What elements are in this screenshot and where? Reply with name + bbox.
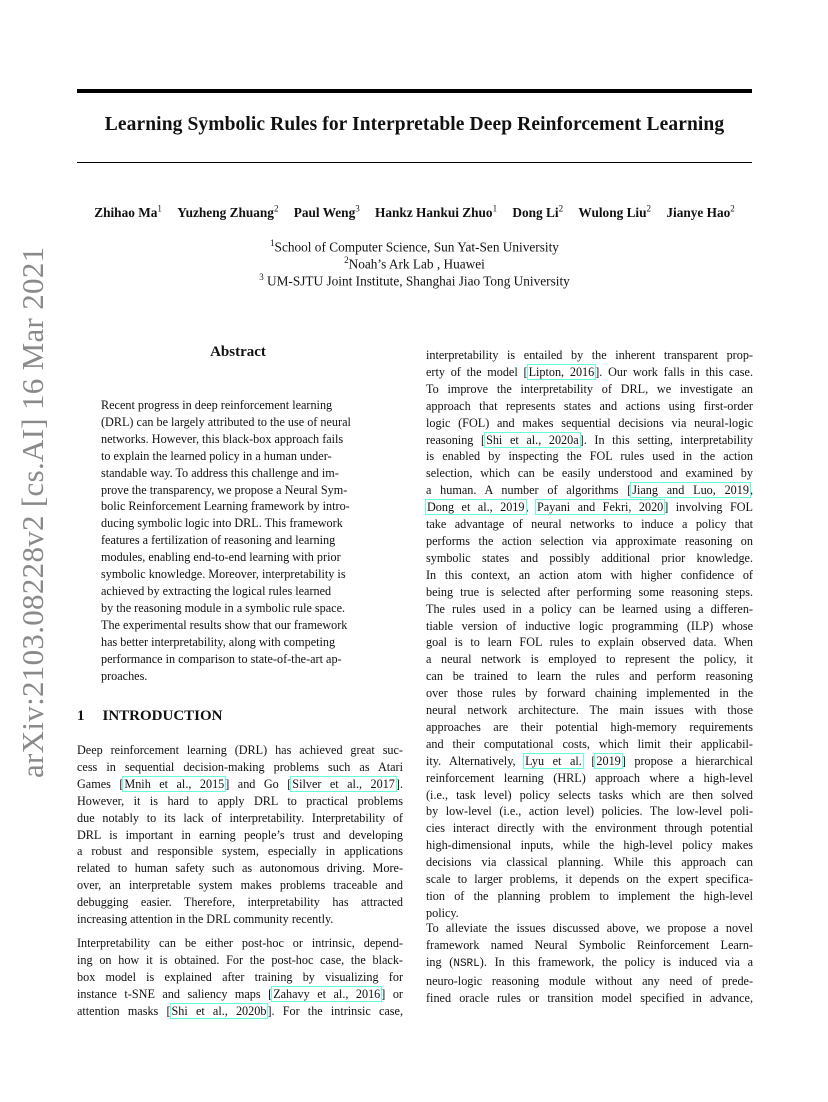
text-line: goal is to learn FOL rules to explain observed data. When xyxy=(426,635,753,650)
text-line: ing on how it is obtained. For the post-hoc case, the black- xyxy=(77,952,403,967)
citation-link[interactable]: Mnih et al., 2015 xyxy=(124,776,225,791)
text-line: a robust and responsible system, especially in applications xyxy=(77,844,403,859)
method-name: NSRL xyxy=(453,957,480,970)
citation-link[interactable]: Payani and Fekri, 2020 xyxy=(537,500,664,515)
text-line: performs the action selection via approximate reasoning on xyxy=(426,533,753,548)
text-line: a human. A number of algorithms [Jiang and Luo, 2019, xyxy=(426,483,753,498)
text-line: cies interact directly with the environment through potential xyxy=(426,821,753,836)
text-line: instance t-SNE and saliency maps [Zahavy et al., 2016] or xyxy=(77,986,403,1001)
citation-link[interactable]: Dong et al., 2019 xyxy=(427,500,525,515)
text-line: selection, which can be easily understood and examined by xyxy=(426,466,753,481)
text-line: box model is explained after training by visualizing for xyxy=(77,969,403,984)
text-line: logic (FOL) and makes sequential decisions via neural-logic xyxy=(426,415,753,430)
text-line: neuro-logic reasoning module without any need of prede- xyxy=(426,973,753,988)
abstract-line: The experimental results show that our framework xyxy=(101,617,348,632)
author: Yuzheng Zhuang$^2$ xyxy=(177,204,279,221)
text-line: neural network architecture. The main issues with those xyxy=(426,703,753,718)
text-line: debugging easier. Therefore, interpretability has attracted xyxy=(77,895,403,910)
text-line: symbolic states and possibly additional prior knowledge. xyxy=(426,550,753,565)
text-line: erty of the model [Lipton, 2016]. Our work falls in this case. xyxy=(426,364,754,379)
abstract-line: symbolic knowledge. Moreover, interpretability is xyxy=(101,567,346,582)
text-line: ing (NSRL). In this framework, the policy is induced via a xyxy=(426,954,753,970)
text-line: (i.e., task level) policy selects tasks which are then solved xyxy=(426,787,753,802)
affiliation: $^1$School of Computer Science, Sun Yat-Sen University xyxy=(270,238,559,255)
abstract-line: Recent progress in deep reinforcement learning xyxy=(101,398,333,412)
citation-link[interactable]: Zahavy et al., 2016 xyxy=(273,986,381,1001)
author: Paul Weng$^3$ xyxy=(293,204,360,221)
abstract-line: networks. However, this black-box approach fails xyxy=(101,431,344,446)
author: Dong Li$^2$ xyxy=(512,204,564,221)
intro-paragraph-2 xyxy=(77,935,403,1020)
text-line: due notably to its lack of interpretability. Interpretability of xyxy=(77,810,403,825)
right-paragraph-2 xyxy=(426,920,753,1007)
text-line: approaches are their potential high-memory requirements xyxy=(426,719,753,734)
text-line: fined oracle rules or transition model specified in advance, xyxy=(426,990,753,1005)
text-line: The rules used in a policy can be learned using a differen- xyxy=(426,601,753,616)
intro-paragraph-1 xyxy=(77,742,403,928)
affiliation: $^2$Noah’s Ark Lab , Huawei xyxy=(344,255,485,272)
text-line: can be trained to learn the rules and perform reasoning xyxy=(426,669,753,684)
text-line: tion of the planning problem to implement the high-level xyxy=(426,889,753,903)
text-line: by low-level (i.e., action level) policies. The low-level poli- xyxy=(426,804,753,819)
text-line: In this context, an action atom with higher confidence of xyxy=(426,567,753,582)
abstract-line: features a fertilization of reasoning and learning xyxy=(101,533,336,548)
abstract-line: performance in comparison to state-of-the-art ap- xyxy=(101,651,342,666)
text-line: being true is selected after performing some reasoning steps. xyxy=(426,584,753,599)
text-line: approach that represents states and actions using first-order xyxy=(426,398,753,413)
text-line: attention masks [Shi et al., 2020b]. For the intrinsic case, xyxy=(77,1003,403,1018)
text-line: reasoning [Shi et al., 2020a]. In this setting, interpretability xyxy=(426,432,753,447)
author: Zhihao Ma$^1$ xyxy=(94,204,162,221)
text-line: Dong et al., 2019, Payani and Fekri, 2020] involving FOL xyxy=(427,500,753,515)
abstract-line: ducing symbolic logic into DRL. This framework xyxy=(101,516,343,531)
text-line: To improve the interpretability of DRL, we investigate an xyxy=(426,381,753,396)
arxiv-stamp: arXiv:2103.08228v2 [cs.AI] 16 Mar 2021 xyxy=(15,246,50,778)
abstract-line: standable way. To address this challenge and im- xyxy=(101,465,339,480)
citation-link[interactable]: Shi et al., 2020a xyxy=(486,432,579,447)
paper-title: Learning Symbolic Rules for Interpretable Deep Reinforcement Learning xyxy=(104,114,725,135)
citation-link[interactable]: Jiang and Luo, 2019 xyxy=(632,483,749,498)
text-line: reinforcement learning (HRL) approach where a high-level xyxy=(426,770,753,785)
text-line: is enabled by inspecting the FOL rules used in the action xyxy=(426,449,753,464)
author: Hankz Hankui Zhuo$^1$ xyxy=(375,204,498,221)
text-line: Deep reinforcement learning (DRL) has achieved great suc- xyxy=(77,743,403,757)
title-rule xyxy=(77,162,752,163)
top-rule xyxy=(77,89,752,93)
affiliation: $^3$ UM-SJTU Joint Institute, Shanghai Jiao Tong University xyxy=(259,272,570,289)
text-line: framework named Neural Symbolic Reinforcement Learn- xyxy=(426,937,753,952)
text-line: cess in sequential decision-making problems such as Atari xyxy=(77,759,403,774)
abstract-line: modules, enabling end-to-end learning with prior xyxy=(101,550,341,565)
text-line: take advantage of neural networks to induce a policy that xyxy=(426,517,753,532)
abstract-line: bolic Reinforcement Learning framework by intro- xyxy=(101,499,350,514)
text-line: increasing attention in the DRL community recently. xyxy=(77,912,334,927)
text-line: tiable version of inductive logic programming (ILP) whose xyxy=(426,618,753,633)
text-line: a neural network is employed to represent the policy, it xyxy=(426,652,753,667)
abstract-line: achieved by extracting the logical rules learned xyxy=(101,583,332,598)
abstract-line: proaches. xyxy=(101,668,148,683)
text-line: policy. xyxy=(426,905,459,920)
abstract-line: has better interpretability, along with competing xyxy=(101,634,336,649)
text-line: over, an interpretable system makes problems traceable and xyxy=(77,878,403,893)
text-line: ity. Alternatively, Lyu et al. [2019] propose a hierarchical xyxy=(426,753,753,768)
text-line: and their computational costs, which limit their applicabil- xyxy=(426,736,753,751)
author-list xyxy=(77,204,752,221)
abstract-line: to explain the learned policy in a human under- xyxy=(101,448,332,463)
author: Wulong Liu$^2$ xyxy=(578,204,652,221)
citation-link[interactable]: Silver et al., 2017 xyxy=(292,776,395,791)
text-line: Interpretability can be either post-hoc or intrinsic, depend- xyxy=(77,936,403,950)
citation-link[interactable]: Lipton, 2016 xyxy=(528,364,595,379)
text-line: scale to larger problems, it depends on the expert specifica- xyxy=(426,872,753,887)
text-line: DRL is important in earning people’s trust and developing xyxy=(77,827,403,842)
text-line: high-dimensional inputs, while the high-level policy makes xyxy=(426,838,753,853)
abstract-line: by the reasoning module in a symbolic rule space. xyxy=(101,600,346,615)
text-line: Games [Mnih et al., 2015] and Go [Silver et al., 2017]. xyxy=(77,776,403,791)
text-line: decisions via classical planning. While this approach can xyxy=(426,855,753,870)
section-heading: 1 INTRODUCTION xyxy=(77,708,223,724)
text-line: related to human safety such as autonomous driving. More- xyxy=(77,861,403,876)
text-line: over those rules by forward chaining implemented in the xyxy=(426,686,753,701)
abstract-heading: Abstract xyxy=(210,344,266,360)
citation-link[interactable]: Shi et al., 2020b xyxy=(171,1003,267,1018)
citation-link[interactable]: Lyu et al. xyxy=(525,753,582,768)
text-line: However, it is hard to apply DRL to practical problems xyxy=(77,793,403,808)
author: Jianye Hao$^2$ xyxy=(666,204,735,221)
citation-link[interactable]: 2019 xyxy=(596,753,621,768)
abstract-body xyxy=(101,397,377,684)
text-line: To alleviate the issues discussed above, we propose a novel xyxy=(426,921,753,935)
abstract-line: prove the transparency, we propose a Neural Sym- xyxy=(101,482,348,497)
text-line: interpretability is entailed by the inherent transparent prop- xyxy=(426,348,753,362)
abstract-line: (DRL) can be largely attributed to the use of neural xyxy=(101,414,351,429)
right-paragraph-1 xyxy=(426,347,753,922)
